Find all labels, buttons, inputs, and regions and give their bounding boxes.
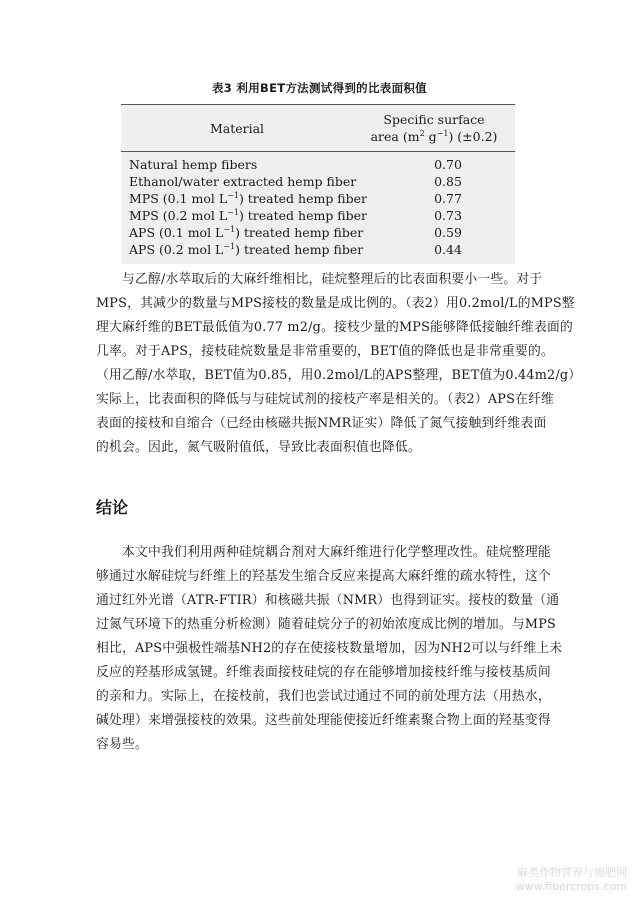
text-line: 的亲和力。实际上，在接枝前，我们也尝试过通过不同的前处理方法（用热水， <box>96 689 551 704</box>
text-line: 碱处理）来增强接枝的效果。这些前处理能使接近纤维素聚合物上面的羟基变得 <box>96 713 551 728</box>
cell-area-value: 0.77 <box>434 191 462 206</box>
table-row <box>121 190 515 207</box>
cell-material: MPS (0.2 mol $L^{-1}$) treated hemp fiber <box>129 207 368 223</box>
text-line: 反应的羟基形成氢键。纤维表面接枝硅烷的存在能够增加接枝纤维与接枝基质间 <box>96 665 551 680</box>
text-line: 本文中我们利用两种硅烷耦合剂对大麻纤维进行化学整理改性。硅烷整理能 <box>96 545 551 560</box>
header-material: Material <box>209 120 265 136</box>
text-line: MPS，其减少的数量与MPS接枝的数量是成比例的。（表2）用0.2mol/L的MPS整 <box>96 296 575 311</box>
section-heading-conclusion: 结论 <box>96 498 129 517</box>
table-row <box>121 207 515 224</box>
table-header <box>121 105 515 151</box>
cell-area-value: 0.73 <box>434 208 462 223</box>
text-line: 容易些。 <box>96 737 148 752</box>
header-area-line1: Specific surface <box>383 112 485 127</box>
text-line: 够通过水解硅烷与纤维上的羟基发生缩合反应来提高大麻纤维的疏水特性，这个 <box>96 569 551 584</box>
paragraph-conclusion <box>96 541 562 757</box>
site-watermark <box>516 866 627 894</box>
cell-material: APS (0.2 mol $L^{-1}$) treated hemp fiber <box>129 241 364 257</box>
cell-area-value: 0.44 <box>434 242 462 257</box>
cell-material: Ethanol/water extracted hemp fiber <box>129 174 357 189</box>
cell-area-value: 0.70 <box>434 157 462 172</box>
cell-area-value: 0.59 <box>434 225 462 240</box>
text-line: 表面的接枝和自缩合（已经由核磁共振NMR证实）降低了氮气接触到纤维表面 <box>96 416 547 431</box>
surface-area-table <box>121 104 515 264</box>
table-row <box>121 224 515 241</box>
cell-area-value: 0.85 <box>434 174 462 189</box>
table-row <box>121 156 515 173</box>
header-specific-surface-area <box>353 111 515 145</box>
text-line: 实际上，比表面积的降低与与硅烷试剂的接枝产率是相关的。（表2）APS在纤维 <box>96 392 555 407</box>
text-line: 与乙醇/水萃取后的大麻纤维相比，硅烷整理后的比表面积要小一些。对于 <box>96 272 543 287</box>
text-line: 理大麻纤维的BET最低值为0.77 m2/g。接枝少量的MPS能够降低接触纤维表面的 <box>96 320 574 335</box>
text-line: 过氮气环境下的热重分析检测）随着硅烷分子的初始浓度成比例的增加。与MPS <box>96 617 556 632</box>
table-body <box>121 152 515 264</box>
table-row <box>121 173 515 190</box>
text-line: （用乙醇/水萃取，BET值为0.85，用0.2mol/L的APS整理，BET值为0.44m2/g） <box>96 368 582 383</box>
watermark-line1: 麻类作物营养与施肥网 <box>517 866 627 879</box>
header-area-line2: area ($m^2$ $g^{-1}$) (±0.2) <box>370 128 498 144</box>
cell-material: MPS (0.1 mol $L^{-1}$) treated hemp fiber <box>129 190 368 206</box>
watermark-line2: www.fibercrops.com <box>515 880 627 893</box>
table-caption: 表3 利用BET方法测试得到的比表面积值 <box>212 81 427 95</box>
paragraph-bet-discussion <box>96 268 582 460</box>
text-line: 的机会。因此，氮气吸附值低，导致比表面积值也降低。 <box>96 440 421 455</box>
text-line: 通过红外光谱（ATR-FTIR）和核磁共振（NMR）也得到证实。接枝的数量（通 <box>96 593 560 608</box>
text-line: 几率。对于APS，接枝硅烷数量是非常重要的，BET值的降低也是非常重要的。 <box>96 344 555 359</box>
text-line: 相比，APS中强极性端基NH2的存在使接枝数量增加，因为NH2可以与纤维上未 <box>96 641 563 656</box>
cell-material: APS (0.1 mol $L^{-1}$) treated hemp fiber <box>129 224 364 240</box>
cell-material: Natural hemp fibers <box>129 157 258 172</box>
table-row <box>121 241 515 258</box>
